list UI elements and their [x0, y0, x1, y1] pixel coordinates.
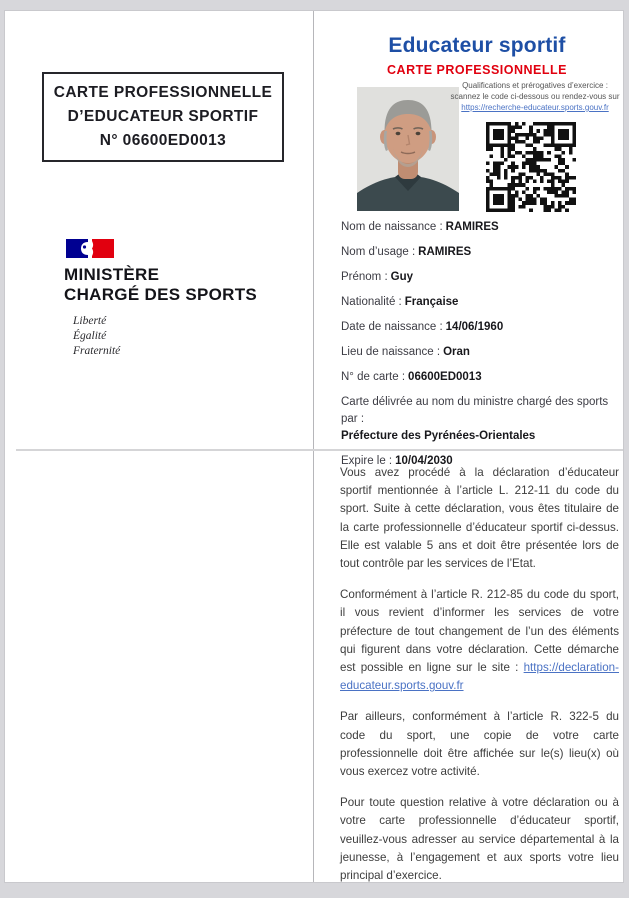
motto-egalite: Égalité	[73, 330, 107, 342]
field-label: Lieu de naissance :	[341, 346, 441, 358]
motto-fraternite: Fraternité	[73, 345, 121, 357]
ministry-name-line2: CHARGÉ DES SPORTS	[64, 285, 258, 304]
delivery-authority: Préfecture des Pyrénées-Orientales	[341, 430, 536, 442]
declaration-link[interactable]: https://declaration-educateur.sports.gouv.fr	[340, 661, 619, 693]
qr-caption	[447, 80, 623, 113]
id-photo-illustration	[357, 87, 459, 211]
field-nom-dusage	[341, 244, 619, 262]
motto-liberte: Liberté	[73, 315, 107, 327]
field-label: Nom d’usage :	[341, 246, 416, 258]
field-label: Nationalité :	[341, 296, 402, 308]
field-label: Prénom :	[341, 271, 388, 283]
field-value: Guy	[390, 271, 414, 283]
field-value: 10/04/2030	[395, 455, 453, 467]
card-box-line1: CARTE PROFESSIONNELLE	[53, 84, 273, 101]
qr-caption-link[interactable]: https://recherche-educateur.sports.gouv.fr	[461, 103, 609, 112]
qr-code	[486, 122, 576, 212]
field-value: 14/06/1960	[445, 321, 504, 333]
notice-paragraph-3: Par ailleurs, conformément à l’article R. 322-5 du code du sport, une copie de votre carte professionnelle doit être affichée sur le(s) lieu(x) où vous exercez votre activité.	[340, 710, 619, 779]
field-nom-de-naissance	[341, 219, 619, 237]
card-box-line2: D’EDUCATEUR SPORTIF	[67, 108, 259, 125]
ministry-name-line1: MINISTÈRE	[64, 265, 160, 284]
qr-caption-line1: Qualifications et prérogatives d’exercice :	[462, 81, 608, 90]
page-title: Educateur sportif	[388, 34, 566, 57]
notice-paragraph-2-text: Conformément à l’article R. 212-85 du code du sport, il vous revient d’informer les services de votre préfecture de tout changement de l’un des éléments qui figurent dans votre déclaration. Cette démarche est possible en ligne sur le site :	[340, 588, 619, 675]
card-box-number: N° 06600ED0013	[99, 132, 227, 149]
field-label: N° de carte :	[341, 371, 406, 383]
field-value: RAMIRES	[445, 221, 499, 233]
field-nationalite	[341, 294, 619, 312]
field-date-de-naissance	[341, 319, 619, 337]
notice-paragraph-1: Vous avez procédé à la déclaration d’éducateur sportif mentionnée à l’article L. 212-11 du code du sport. Suite à cette déclaration, vous êtes titulaire de la carte professionnelle d’éducateur sportif ci-dessus. Elle est valable 5 ans et doit être présentée lors de tout contrôle par les services de l’Etat.	[340, 466, 619, 571]
notice-paragraph-4: Pour toute question relative à votre déclaration ou à votre carte professionnelle d’éducateur sportif, veuillez-vous adresser au service départemental à la jeunesse, à l’engagement et aux sports votre lieu principal d’exercice.	[340, 796, 619, 883]
french-flag-icon	[66, 239, 114, 258]
identity-fields	[341, 219, 619, 470]
field-label: Date de naissance :	[341, 321, 443, 333]
qr-caption-line2: scannez le code ci-dessous ou rendez-vous sur	[450, 92, 620, 101]
field-value: RAMIRES	[418, 246, 472, 258]
field-label: Nom de naissance :	[341, 221, 443, 233]
card-title-box	[42, 72, 284, 162]
field-value: Française	[404, 296, 459, 308]
field-value: 06600ED0013	[408, 371, 482, 383]
ministry-logo-block	[64, 239, 294, 359]
field-value: Oran	[443, 346, 470, 358]
field-prenom	[341, 269, 619, 287]
card-document-page	[4, 10, 624, 883]
republic-motto	[73, 314, 294, 359]
field-numero-de-carte	[341, 369, 619, 387]
page-subtitle: CARTE PROFESSIONNELLE	[387, 63, 567, 77]
field-lieu-de-naissance	[341, 344, 619, 362]
card-front-panel	[335, 11, 620, 467]
delivery-label: Carte délivrée au nom du ministre chargé des sports par :	[341, 396, 609, 425]
notice-paragraph-2	[340, 586, 619, 695]
legal-notice	[340, 464, 619, 898]
vertical-divider	[313, 11, 314, 882]
field-label: Expire le :	[341, 455, 393, 467]
id-photo	[357, 87, 459, 211]
